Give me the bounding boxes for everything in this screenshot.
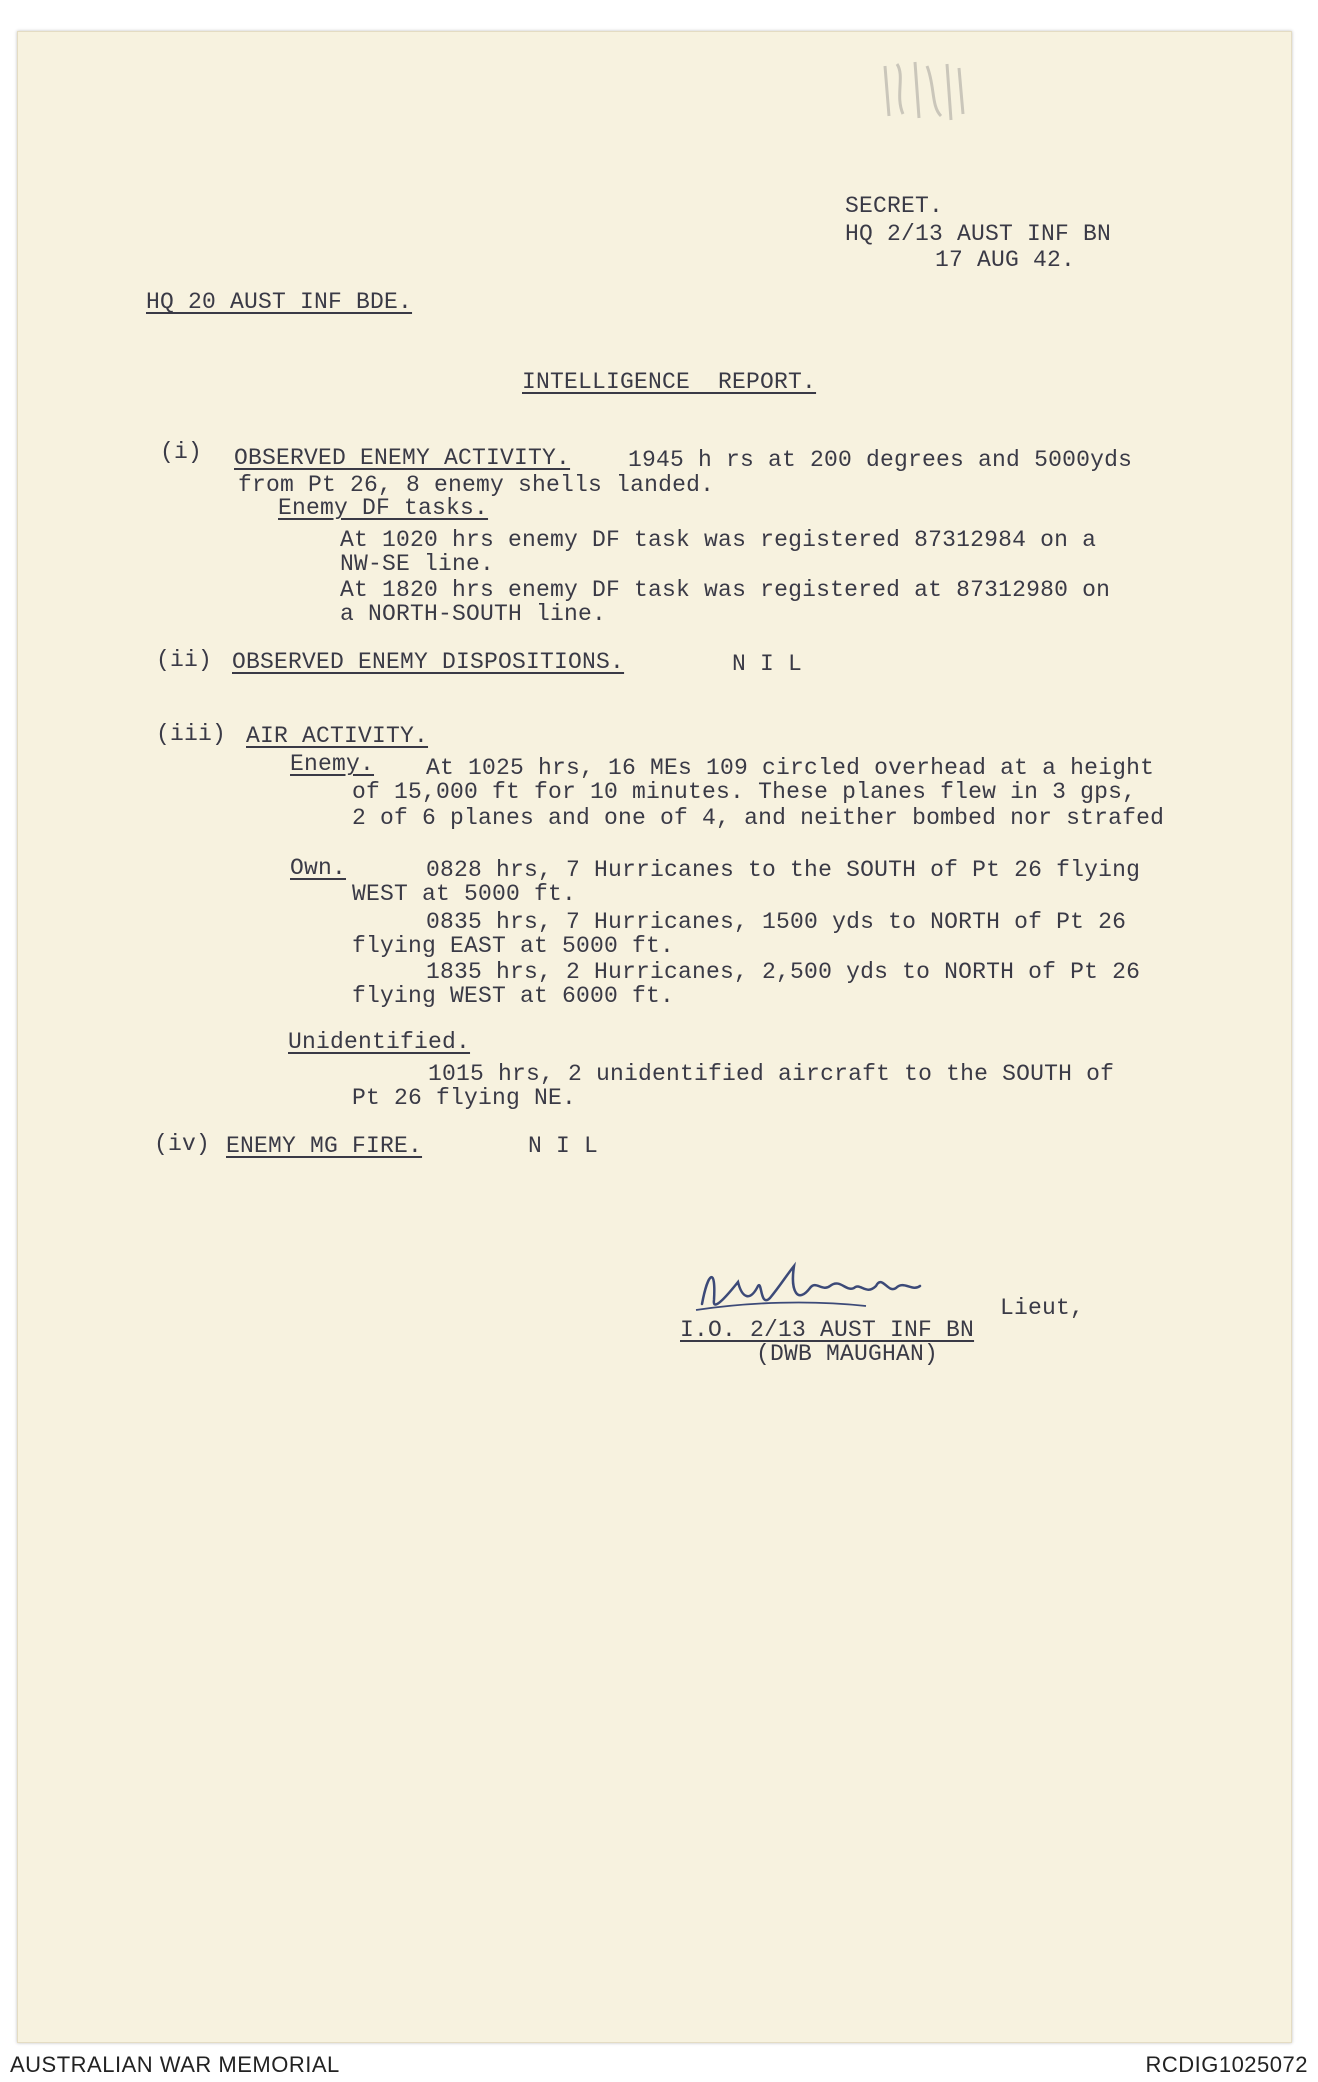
air-enemy-text: 2 of 6 planes and one of 4, and neither bombed nor strafed (352, 805, 1165, 831)
classification-marking: SECRET. (845, 193, 944, 219)
air-own-label: Own. (290, 855, 347, 881)
section-1-text: from Pt 26, 8 enemy shells landed. (238, 472, 715, 498)
footer-record-id: RCDIG1025072 (1145, 2052, 1308, 2077)
report-date: 17 AUG 42. (935, 247, 1076, 273)
section-3-heading: AIR ACTIVITY. (246, 723, 429, 749)
df-task-text: At 1020 hrs enemy DF task was registered 87312984 on a (340, 527, 1097, 553)
section-2-heading: OBSERVED ENEMY DISPOSITIONS. (232, 649, 625, 675)
df-task-text: At 1820 hrs enemy DF task was registered at 87312980 on (340, 577, 1111, 603)
originating-unit: HQ 2/13 AUST INF BN (845, 221, 1112, 247)
section-4-value: N I L (528, 1133, 599, 1159)
air-unidentified-text: 1015 hrs, 2 unidentified aircraft to the SOUTH of (428, 1061, 1115, 1087)
section-4-number: (iv) (154, 1131, 211, 1157)
df-task-text: NW-SE line. (340, 551, 495, 577)
section-2-value: N I L (732, 651, 803, 677)
signatory-appointment: I.O. 2/13 AUST INF BN (680, 1317, 975, 1343)
report-title: INTELLIGENCE REPORT. (522, 369, 817, 395)
air-own-text: 1835 hrs, 2 Hurricanes, 2,500 yds to NORTH of Pt 26 (426, 959, 1141, 985)
air-own-text: flying EAST at 5000 ft. (352, 933, 675, 959)
air-own-text: WEST at 5000 ft. (352, 881, 577, 907)
df-task-text: a NORTH-SOUTH line. (340, 601, 607, 627)
document-page (17, 31, 1292, 2043)
air-unidentified-label: Unidentified. (288, 1029, 471, 1055)
air-enemy-text: of 15,000 ft for 10 minutes. These planes flew in 3 gps, (352, 779, 1137, 805)
section-1-heading: OBSERVED ENEMY ACTIVITY. (234, 445, 571, 471)
footer-archive-name: AUSTRALIAN WAR MEMORIAL (10, 2052, 340, 2077)
section-1-text: 1945 h rs at 200 degrees and 5000yds (628, 447, 1133, 473)
air-own-text: flying WEST at 6000 ft. (352, 983, 675, 1009)
signatory-name: (DWB MAUGHAN) (756, 1341, 939, 1367)
section-2-number: (ii) (156, 647, 213, 673)
air-enemy-text: At 1025 hrs, 16 MEs 109 circled overhead at a height (426, 755, 1155, 781)
air-own-text: 0828 hrs, 7 Hurricanes to the SOUTH of Pt 26 flying (426, 857, 1141, 883)
addressee: HQ 20 AUST INF BDE. (146, 289, 413, 315)
air-own-text: 0835 hrs, 7 Hurricanes, 1500 yds to NORTH of Pt 26 (426, 909, 1127, 935)
section-1-number: (i) (160, 439, 203, 465)
section-4-heading: ENEMY MG FIRE. (226, 1133, 423, 1159)
signatory-rank: Lieut, (1000, 1295, 1085, 1321)
air-enemy-label: Enemy. (290, 751, 375, 777)
pencil-annotation-mark (875, 56, 975, 128)
section-1-subheading: Enemy DF tasks. (278, 495, 489, 521)
section-3-number: (iii) (156, 721, 227, 747)
air-unidentified-text: Pt 26 flying NE. (352, 1085, 577, 1111)
